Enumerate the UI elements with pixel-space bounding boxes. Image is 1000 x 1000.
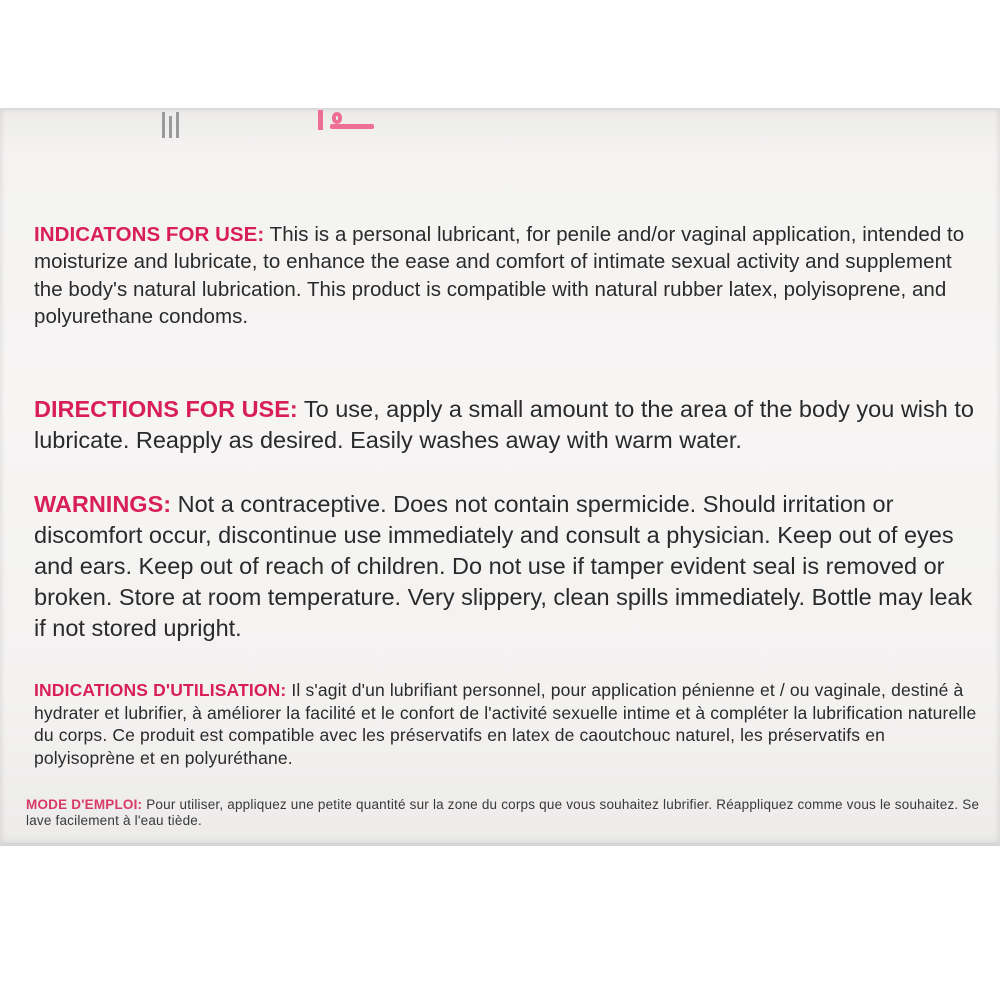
cropped-brand-logo-fragment <box>318 110 378 132</box>
fr-indications-heading: INDICATIONS D'UTILISATION: <box>34 680 287 700</box>
fr-indications-section <box>34 679 984 769</box>
fr-mode-section <box>26 797 986 837</box>
directions-section <box>34 394 984 456</box>
warnings-section <box>34 489 984 644</box>
directions-heading: DIRECTIONS FOR USE: <box>34 396 298 422</box>
fr-mode-heading: MODE D'EMPLOI: <box>26 797 143 812</box>
indications-body: This is a personal lubricant, for penile and/or vaginal application, intended to moisturize and lubricate, to enhance the ease and comfort of intimate sexual activity and supplement the body's natural lubrication. This product is compatible with natural rubber latex, polyisoprene, and polyurethane condoms. <box>34 223 965 329</box>
label-top-edge <box>0 108 1000 110</box>
cropped-gray-text-fragment <box>160 112 182 142</box>
label-bottom-edge <box>0 843 1000 846</box>
warnings-body: Not a contraceptive. Does not contain spermicide. Should irritation or discomfort occur, discontinue use immediately and consult a physician. Keep out of eyes and ears. Keep out of reach of children. Do not use if tamper evident seal is removed or broken. Store at room temperature. Very slippery, clean spills immediately. Bottle may leak if not stored upright. <box>34 491 973 641</box>
fr-indications-body: Il s'agit d'un lubrifiant personnel, pour application pénienne et / ou vaginale, destiné à hydrater et lubrifier, à améliorer la facilité et le confort de l'activité sexuelle intime et à compléter la lubrification naturelle du corps. Ce produit est compatible avec les préservatifs en latex de caoutchouc naturel, les préservatifs en polyisoprène et en polyuréthane. <box>34 680 977 768</box>
indications-section <box>34 221 984 331</box>
indications-heading: INDICATONS FOR USE: <box>34 223 265 246</box>
fr-mode-body: Pour utiliser, appliquez une petite quantité sur la zone du corps que vous souhaitez lubrifier. Réappliquez comme vous le souhaitez. Se lave facilement à l'eau tiède. <box>26 797 980 828</box>
directions-body: To use, apply a small amount to the area of the body you wish to lubricate. Reapply as desired. Easily washes away with warm water. <box>34 396 974 453</box>
warnings-heading: WARNINGS: <box>34 491 172 517</box>
